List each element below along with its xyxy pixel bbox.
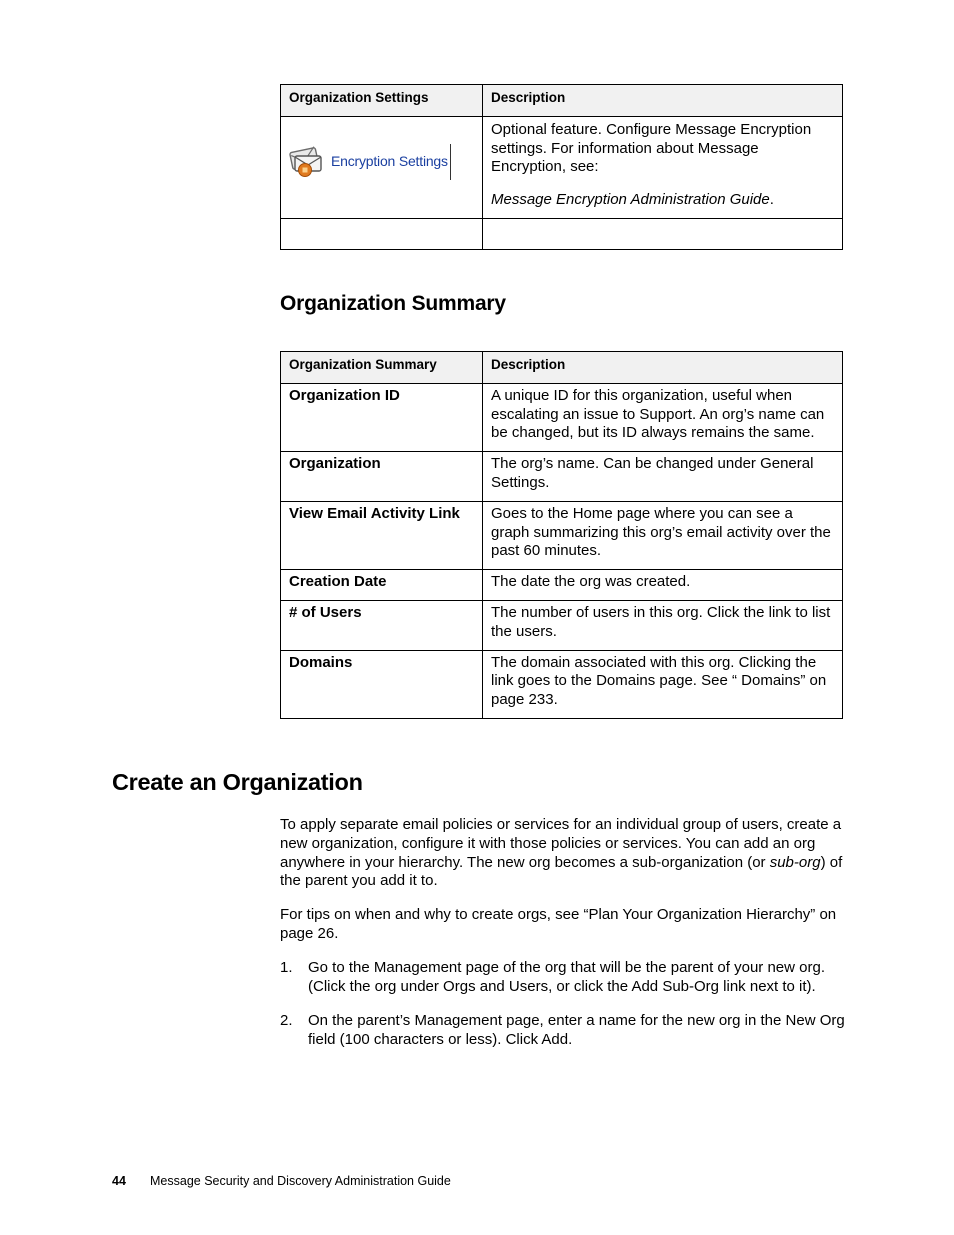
summary-row-description: The domain associated with this org. Clicking the link goes to the Domains page. See “ Domains” on page 233. <box>483 650 843 718</box>
intro-text-italic: sub-org <box>769 853 821 871</box>
summary-row-creation-date <box>281 570 843 601</box>
separator-bar <box>450 144 451 180</box>
encryption-description: Optional feature. Configure Message Encryption settings. For information about Message Encryption, see: <box>491 120 812 176</box>
intro-paragraph <box>280 816 845 891</box>
organization-summary-table <box>280 351 843 719</box>
summary-row-description: Goes to the Home page where you can see a graph summarizing this org’s email activity over the past 60 minutes. <box>483 501 843 569</box>
settings-row-empty <box>281 218 843 249</box>
summary-row-label: Organization <box>281 452 483 502</box>
encryption-reference <box>491 191 834 210</box>
summary-row-description: The date the org was created. <box>483 570 843 601</box>
step-1 <box>280 959 845 997</box>
page-number: 44 <box>112 1174 126 1188</box>
settings-row-encryption <box>281 116 843 218</box>
summary-row-label: # of Users <box>281 600 483 650</box>
encryption-guide-title: Message Encryption Administration Guide <box>491 191 770 209</box>
summary-row-domains <box>281 650 843 718</box>
summary-row-label: Creation Date <box>281 570 483 601</box>
tips-paragraph: For tips on when and why to create orgs, see “Plan Your Organization Hierarchy” on page 26. <box>280 906 837 942</box>
summary-header-col2: Description <box>483 352 843 384</box>
summary-row-description: The number of users in this org. Click the link to list the users. <box>483 600 843 650</box>
envelope-lock-icon <box>289 145 325 179</box>
encryption-description-cell <box>483 116 843 218</box>
summary-row-label: View Email Activity Link <box>281 501 483 569</box>
organization-summary-heading: Organization Summary <box>280 292 506 315</box>
create-organization-heading: Create an Organization <box>112 769 363 795</box>
summary-header-row <box>281 352 843 384</box>
step-number: 1. <box>280 959 293 976</box>
encryption-settings-label: Encryption Settings <box>331 153 448 170</box>
step-2 <box>280 1012 845 1050</box>
step-text: On the parent’s Management page, enter a name for the new org in the New Org field (100 characters or less). Click Add. <box>308 1012 845 1048</box>
summary-row-organization-id <box>281 383 843 451</box>
empty-cell-2 <box>483 218 843 249</box>
encryption-settings-cell <box>281 116 483 218</box>
summary-row-organization <box>281 452 843 502</box>
step-number: 2. <box>280 1012 293 1029</box>
page-footer <box>112 1174 451 1188</box>
summary-row-description: The org’s name. Can be changed under General Settings. <box>483 452 843 502</box>
step-text: Go to the Management page of the org that will be the parent of your new org. (Click the org under Orgs and Users, or click the Add Sub-Org link next to it). <box>308 959 825 995</box>
summary-row-label: Domains <box>281 650 483 718</box>
intro-text-after: ) of the parent you add it to. <box>280 853 843 890</box>
settings-header-col2: Description <box>483 85 843 117</box>
summary-row-label: Organization ID <box>281 383 483 451</box>
summary-row-number-of-users <box>281 600 843 650</box>
intro-text-before: To apply separate email policies or services for an individual group of users, create a new organization, configure it with those policies or services. You can add an org anywhere in your hierarchy. The new org becomes a sub-organization (or <box>280 816 842 871</box>
summary-row-description: A unique ID for this organization, useful when escalating an issue to Support. An org’s name can be changed, but its ID always remains the same. <box>483 383 843 451</box>
summary-header-col1: Organization Summary <box>281 352 483 384</box>
summary-row-view-email-activity-link <box>281 501 843 569</box>
settings-header-col1: Organization Settings <box>281 85 483 117</box>
empty-cell-1 <box>281 218 483 249</box>
settings-header-row <box>281 85 843 117</box>
organization-settings-table <box>280 84 843 250</box>
encryption-settings-button-image <box>281 117 482 207</box>
footer-title: Message Security and Discovery Administration Guide <box>150 1174 451 1188</box>
encryption-guide-period: . <box>769 191 774 209</box>
